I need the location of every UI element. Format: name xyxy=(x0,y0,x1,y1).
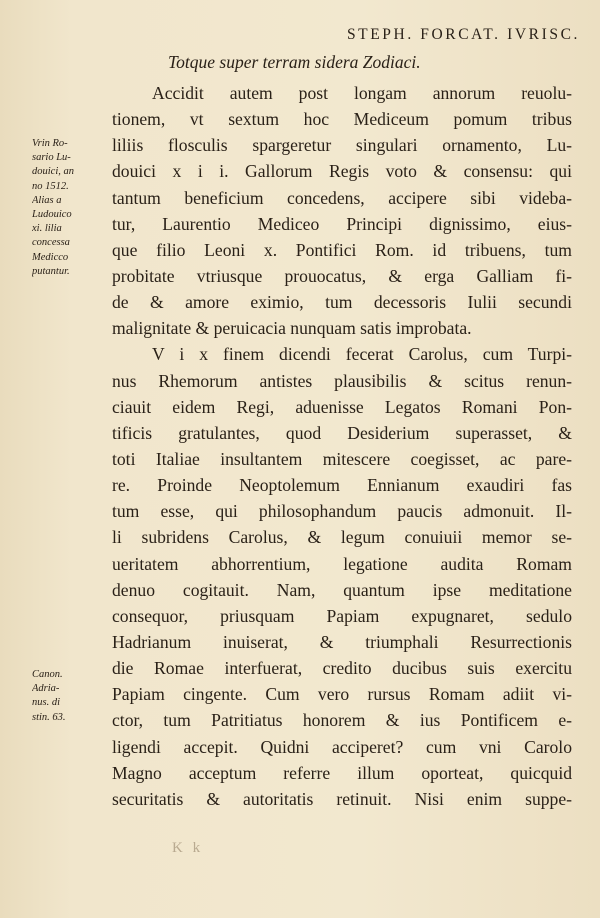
text-line: tur, Laurentio Mediceo Principi dignissimo, eius- xyxy=(112,213,572,234)
marginal-note-line: Ludouico xyxy=(32,208,72,220)
text-line: de & amore eximio, tum decessoris Iulii secundi xyxy=(112,292,572,313)
marginal-note-lower xyxy=(32,668,112,725)
marginal-note-line: sario Lu- xyxy=(32,152,71,164)
text-line: que filio Leoni x. Pontifici Rom. id tribuens, tum xyxy=(112,239,572,260)
marginal-note-line: no 1512. xyxy=(32,180,69,192)
text-line: tum esse, qui philosophandum paucis admonuit. Il- xyxy=(112,501,572,522)
text-line: li subridens Carolus, & legum conuiuii memor se- xyxy=(112,527,572,548)
text-line: malignitate & peruicacia nunquam satis improbata. xyxy=(112,318,472,339)
marginal-note-line: stin. 63. xyxy=(32,711,66,723)
marginal-note-line: Medicco xyxy=(32,251,69,263)
text-line: Accidit autem post longam annorum reuolu- xyxy=(152,83,572,103)
text-line: ueritatem abhorrentium, legatione audita Romam xyxy=(112,553,572,574)
marginal-note-line: concessa xyxy=(32,237,70,249)
text-line: V i x finem dicendi fecerat Carolus, cum Turpi- xyxy=(152,344,572,365)
running-title: STEPH. FORCAT. IVRISC. xyxy=(346,26,580,43)
marginal-note-upper xyxy=(32,137,112,279)
text-line: probitate vtriusque prouocatus, & erga Galliam fi- xyxy=(112,265,572,286)
text-line: liliis flosculis spargeretur singulari ornamento, Lu- xyxy=(112,135,572,156)
text-line: tificis gratulantes, quod Desiderium superasset, & xyxy=(112,422,572,443)
text-line: ligendi accepit. Quidni acciperet? cum vni Carolo xyxy=(112,736,572,757)
text-line: ctor, tum Patritiatus honorem & ius Pontificem e- xyxy=(112,710,572,731)
text-line: tionem, vt sextum hoc Mediceum pomum tribus xyxy=(112,109,572,130)
marginal-note-line: putantur. xyxy=(32,265,70,277)
text-line: consequor, priusquam Papiam expugnaret, sedulo xyxy=(112,605,572,626)
text-line: Papiam cingente. Cum vero rursus Romam adiit vi- xyxy=(112,684,572,705)
bleed-through-catchword: K k xyxy=(172,840,204,856)
marginal-note-line: Vrin Ro- xyxy=(32,138,68,149)
text-line: die Romae interfuerat, credito ducibus suis exercitu xyxy=(112,658,572,679)
text-line: Magno acceptum referre illum oporteat, quicquid xyxy=(112,762,572,783)
body-text xyxy=(112,80,572,812)
marginal-note-line: douici, an xyxy=(32,166,74,178)
verse-line: Totque super terram sidera Zodiaci. xyxy=(168,52,421,72)
marginal-note-line: Alias a xyxy=(32,194,62,206)
marginal-note-line: Adria- xyxy=(32,683,60,695)
text-line: toti Italiae insultantem mitescere coegisset, ac pare- xyxy=(112,448,572,469)
marginal-note-line: nus. di xyxy=(32,697,61,709)
marginal-note-line: Canon. xyxy=(32,669,63,680)
text-line: ciauit eidem Regi, aduenisse Legatos Romani Pon- xyxy=(112,396,572,417)
marginal-note-line: xi. lilia xyxy=(32,223,62,235)
text-line: nus Rhemorum antistes plausibilis & scitus renun- xyxy=(112,370,572,391)
text-line: re. Proinde Neoptolemum Ennianum exaudiri fas xyxy=(112,475,572,496)
text-line: douici x i i. Gallorum Regis voto & consensu: qui xyxy=(112,161,572,182)
text-line: Hadrianum inuiserat, & triumphali Resurrectionis xyxy=(112,631,572,652)
text-line: securitatis & autoritatis retinuit. Nisi enim suppe- xyxy=(112,788,572,809)
text-line: denuo cogitauit. Nam, quantum ipse meditatione xyxy=(112,579,572,600)
text-line: tantum beneficium concedens, accipere sibi videba- xyxy=(112,187,572,208)
